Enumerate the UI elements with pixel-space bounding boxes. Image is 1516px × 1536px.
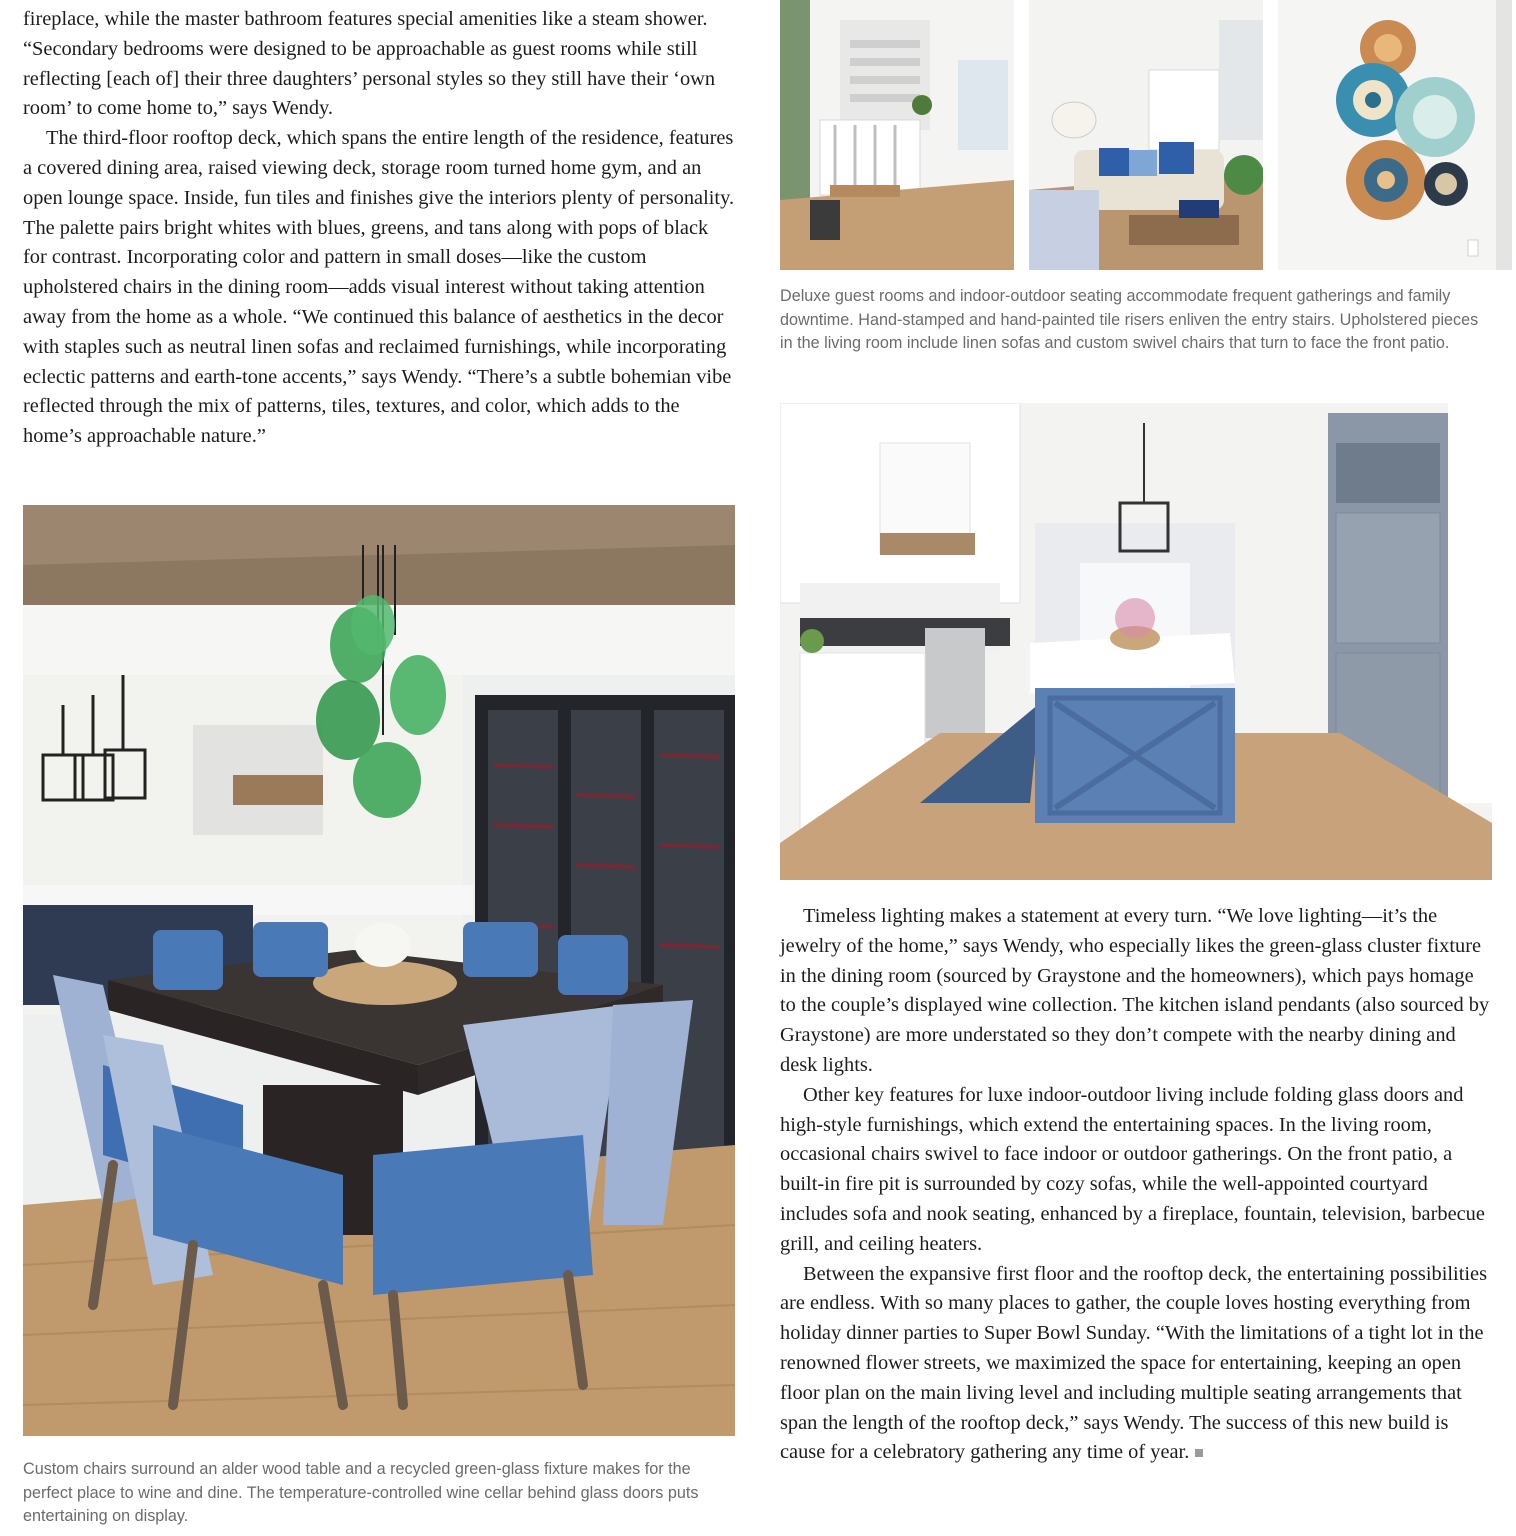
article-paragraph: The third-floor rooftop deck, which spans the entire length of the residence, features a covered dining area, raised viewing deck, storage room turned home gym, and an open lounge space. Inside, fun tiles and finishes give the interiors plenty of personality. The palette pairs bright whites with blues, greens, and tans along with pops of black for contrast. Incorporating color and pattern in small doses—like the custom upholstered chairs in the dining room—adds visual interest without taking attention away from the home as a whole. “We continued this balance of aesthetics in the decor with staples such as neutral linen sofas and reclaimed furnishings, while incorporating eclectic patterns and earth-tone accents,” says Wendy. “There’s a subtle bohemian vibe reflected through the mix of patterns, tiles, textures, and color, which adds to the home’s approachable nature.” xyxy=(23,127,735,448)
right-article-text xyxy=(780,902,1492,1468)
article-paragraph: Other key features for luxe indoor-outdoor living include folding glass doors and high-style furnishings, which extend the entertaining spaces. In the living room, occasional chairs swivel to face indoor or outdoor gatherings. On the front patio, a built-in fire pit is surrounded by cozy sofas, while the well-appointed courtyard includes sofa and nook seating, enhanced by a fireplace, fountain, television, barbecue grill, and ceiling heaters. xyxy=(780,1083,1485,1255)
dining-photo-caption: Custom chairs surround an alder wood table and a recycled green-glass fixture makes for the perfect place to wine and dine. The temperature-controlled wine cellar behind glass doors puts entertaining on display. xyxy=(23,1460,699,1525)
wall-baskets-photo xyxy=(1278,0,1512,270)
article-paragraph xyxy=(780,1260,1492,1469)
kitchen-photo xyxy=(780,403,1492,880)
article-paragraph: fireplace, while the master bathroom features special amenities like a steam shower. “Secondary bedrooms were designed to be approachable as guest rooms while still reflecting [each of] their three daughters’ personal styles so they still have their ‘own room’ to come home to,” says Wendy. xyxy=(23,8,716,120)
article-paragraph: Timeless lighting makes a statement at every turn. “We love lighting—it’s the jewelry of the home,” says Wendy, who especially likes the green-glass cluster fixture in the dining room (sourced by Graystone and the homeowners), which pays homage to the couple’s displayed wine collection. The kitchen island pendants (also sourced by Graystone) are more understated so they don’t compete with the nearby dining and desk lights. xyxy=(780,905,1490,1076)
dining-room-photo xyxy=(23,505,735,1436)
entry-stairs-photo xyxy=(780,0,1014,270)
left-article-text xyxy=(23,5,737,452)
top-photos-caption: Deluxe guest rooms and indoor-outdoor seating accommodate frequent gatherings and family downtime. Hand-stamped and hand-painted tile risers enliven the entry stairs. Upholstered pieces in the living room include linen sofas and custom swivel chairs that turn to face the front patio. xyxy=(780,287,1479,352)
living-room-photo xyxy=(1029,0,1263,270)
article-paragraph-text: Between the expansive first floor and the rooftop deck, the entertaining possibilities are endless. With so many places to gather, the couple loves hosting everything from holiday dinner parties to Super Bowl Sunday. “With the limitations of a tight lot in the renowned flower streets, we maximized the space for entertaining, keeping an open floor plan on the main living level and including multiple seating arrangements that span the length of the rooftop deck,” says Wendy. The success of this new build is cause for a celebratory gathering any time of year. xyxy=(780,1262,1488,1464)
end-of-article-mark xyxy=(1195,1449,1203,1457)
